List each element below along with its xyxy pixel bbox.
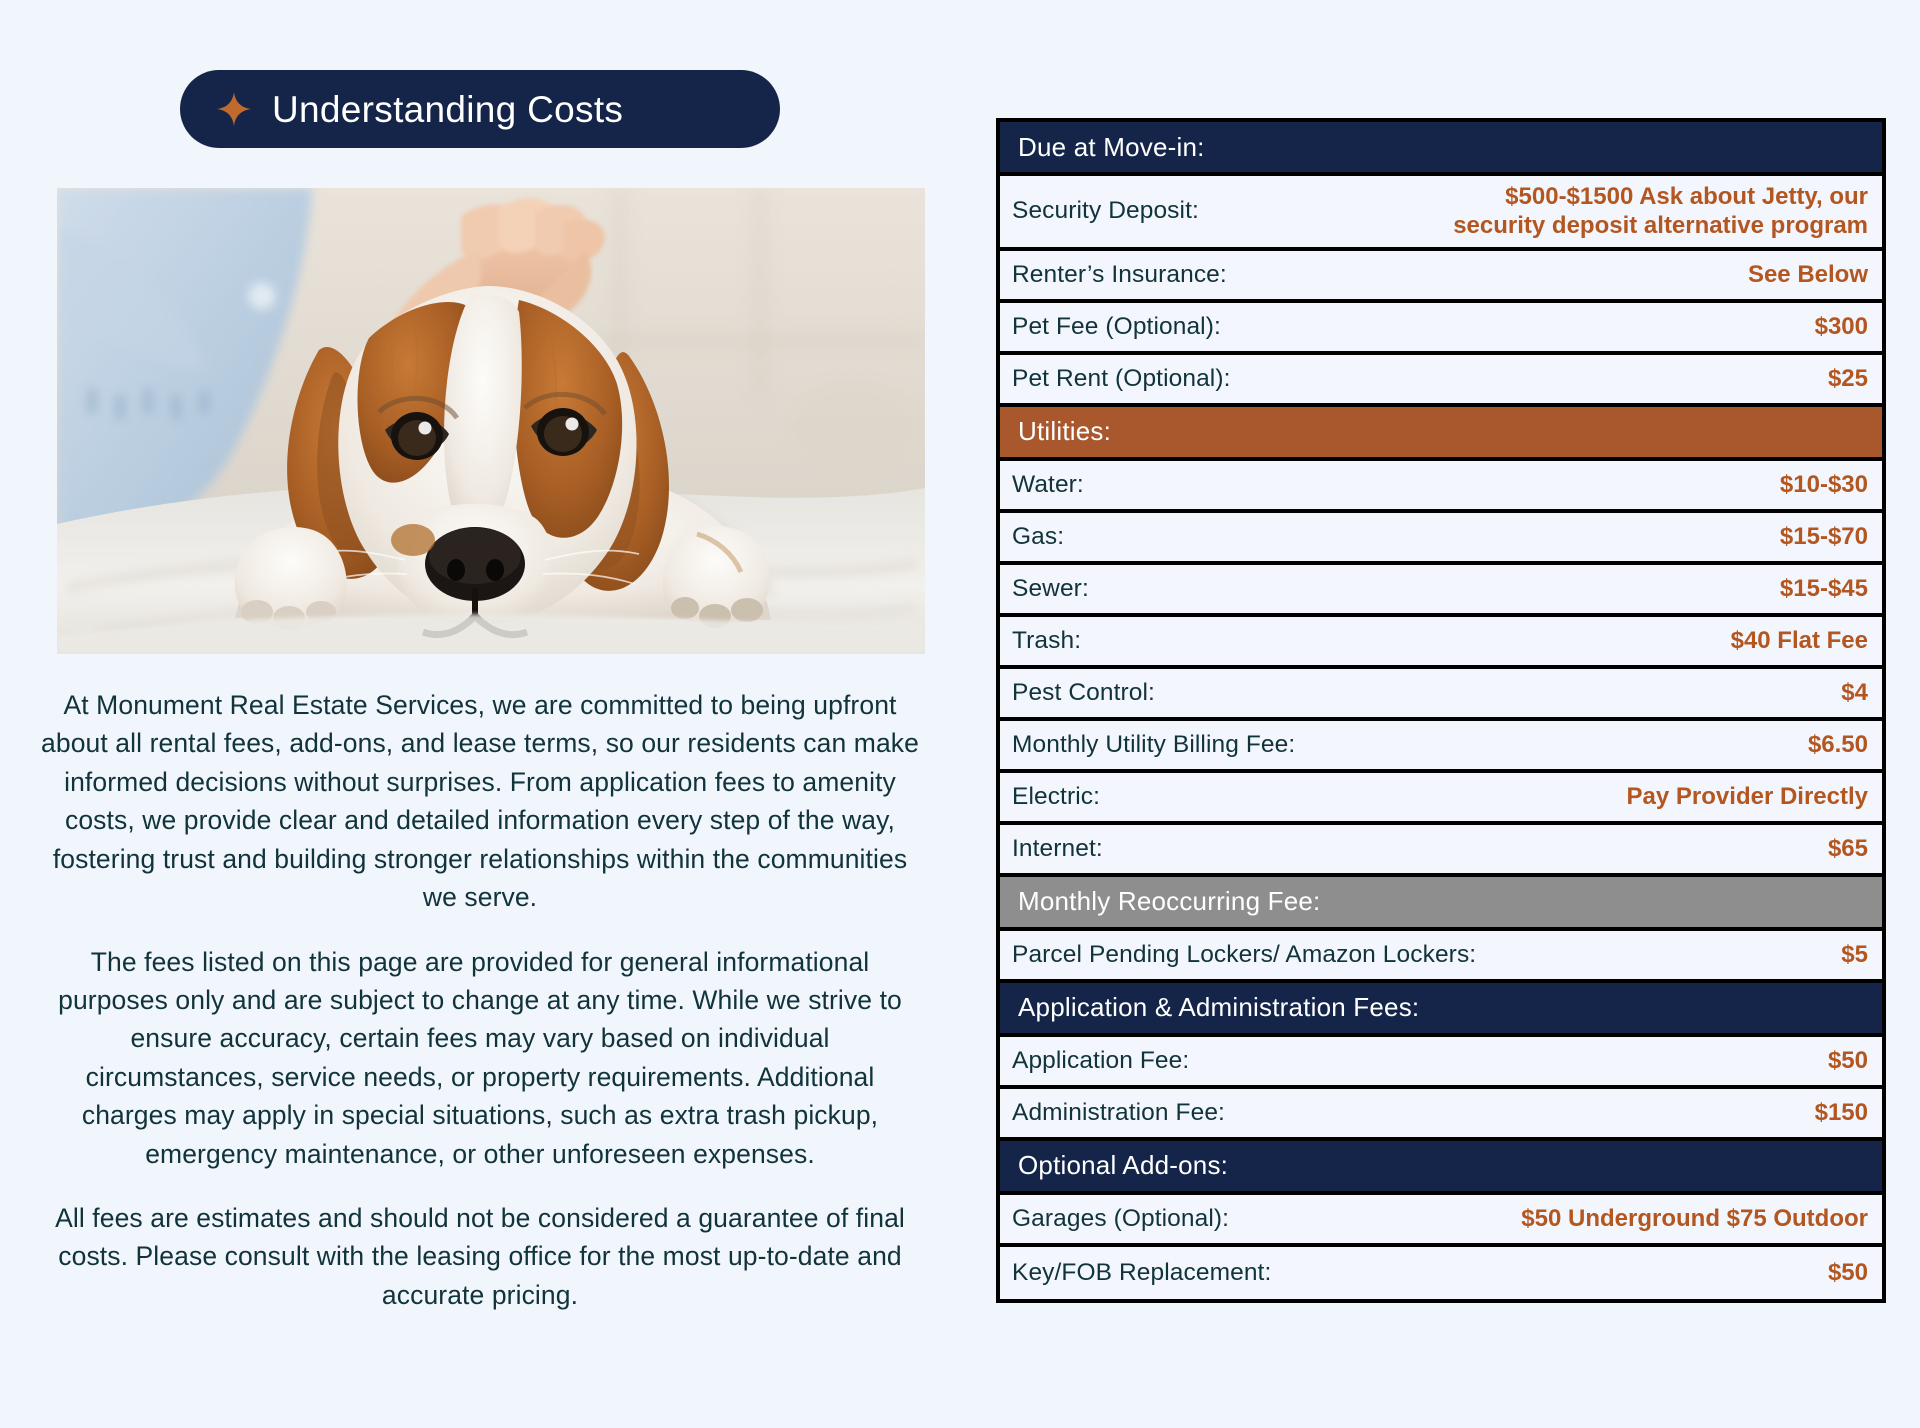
fee-row-value: $15-$45: [1779, 574, 1868, 602]
fee-row-label: Security Deposit:: [1012, 197, 1199, 225]
fee-row-value: $500-$1500 Ask about Jetty, our security deposit alternative program: [1453, 183, 1868, 240]
fee-row-value: $150: [1814, 1098, 1868, 1126]
fee-section-header: [1000, 407, 1882, 461]
fee-row: [1000, 617, 1882, 669]
dog-photo: [57, 188, 925, 654]
fee-section-label: Optional Add-ons:: [1018, 1150, 1229, 1181]
fee-row: [1000, 251, 1882, 303]
fee-row-value: Pay Provider Directly: [1626, 782, 1868, 810]
fee-row-label: Administration Fee:: [1012, 1098, 1225, 1126]
fee-row-value: See Below: [1747, 260, 1868, 288]
fee-section-header: [1000, 122, 1882, 176]
fee-row-value: $5: [1841, 940, 1868, 968]
fee-row: [1000, 461, 1882, 513]
fee-row: [1000, 355, 1882, 407]
fee-row-label: Gas:: [1012, 522, 1065, 550]
fee-row: [1000, 176, 1882, 251]
fee-row-label: Internet:: [1012, 834, 1103, 862]
body-paragraph-2: The fees listed on this page are provided for general informational purposes only and are subject to change at any time. While we strive to ensure accuracy, certain fees may vary based on individual circumstances, service needs, or property requirements. Additional charges may apply in special situations, such as extra trash pickup, emergency maintenance, or other unforeseen expenses.: [58, 946, 902, 1169]
dog-photo-illustration: [57, 188, 925, 654]
sparkle-star-icon: [216, 91, 252, 127]
page-title-pill: [180, 70, 780, 148]
fee-row: [1000, 1247, 1882, 1299]
fee-row-label: Application Fee:: [1012, 1046, 1190, 1074]
fee-section-label: Monthly Reoccurring Fee:: [1018, 886, 1321, 917]
fee-row: [1000, 565, 1882, 617]
fee-row: [1000, 1195, 1882, 1247]
fee-section-header: [1000, 983, 1882, 1037]
fee-row-value: $10-$30: [1779, 470, 1868, 498]
fee-row: [1000, 931, 1882, 983]
fee-row-value: $25: [1827, 364, 1868, 392]
fee-row-label: Sewer:: [1012, 574, 1089, 602]
fee-section-label: Application & Administration Fees:: [1018, 992, 1420, 1023]
intro-body-copy: [38, 686, 922, 1314]
fee-row-value: $50 Underground $75 Outdoor: [1521, 1204, 1868, 1232]
fee-row-label: Pet Fee (Optional):: [1012, 312, 1221, 340]
fee-row: [1000, 825, 1882, 877]
fee-row-label: Parcel Pending Lockers/ Amazon Lockers:: [1012, 940, 1477, 968]
fee-row-label: Monthly Utility Billing Fee:: [1012, 730, 1296, 758]
fee-row-label: Trash:: [1012, 626, 1082, 654]
fee-section-label: Utilities:: [1018, 416, 1112, 447]
body-paragraph-1: At Monument Real Estate Services, we are committed to being upfront about all rental fees, add-ons, and lease terms, so our residents can make informed decisions without surprises. From application fees to amenity costs, we provide clear and detailed information every step of the way, fostering trust and building stronger relationships within the communities we serve.: [41, 690, 919, 913]
fee-row-value: $50: [1827, 1046, 1868, 1074]
fee-row: [1000, 513, 1882, 565]
fee-section-label: Due at Move-in:: [1018, 131, 1205, 162]
fee-row: [1000, 773, 1882, 825]
fee-row-label: Electric:: [1012, 782, 1101, 810]
fee-row: [1000, 669, 1882, 721]
fee-row-value: $50: [1827, 1258, 1868, 1286]
fee-row-label: Pet Rent (Optional):: [1012, 364, 1231, 392]
fee-row-value: $40 Flat Fee: [1730, 626, 1868, 654]
fee-row-label: Pest Control:: [1012, 678, 1155, 706]
fee-row-label: Water:: [1012, 470, 1084, 498]
fee-row: [1000, 303, 1882, 355]
fee-row-label: Renter’s Insurance:: [1012, 260, 1227, 288]
fee-row-value: $4: [1841, 678, 1868, 706]
fee-row: [1000, 721, 1882, 773]
fee-row-value: $6.50: [1807, 730, 1868, 758]
fee-section-header: [1000, 877, 1882, 931]
fee-row: [1000, 1089, 1882, 1141]
fee-row: [1000, 1037, 1882, 1089]
fee-section-header: [1000, 1141, 1882, 1195]
fee-schedule-table: [996, 118, 1886, 1303]
body-paragraph-3: All fees are estimates and should not be considered a guarantee of final costs. Please consult with the leasing office for the most up-to-date and accurate pricing.: [55, 1203, 905, 1310]
fee-row-label: Key/FOB Replacement:: [1012, 1258, 1272, 1286]
page-title: Understanding Costs: [272, 88, 624, 130]
fee-row-value: $15-$70: [1779, 522, 1868, 550]
fee-row-label: Garages (Optional):: [1012, 1204, 1230, 1232]
fee-row-value: $300: [1814, 312, 1868, 340]
fee-row-value: $65: [1827, 834, 1868, 862]
